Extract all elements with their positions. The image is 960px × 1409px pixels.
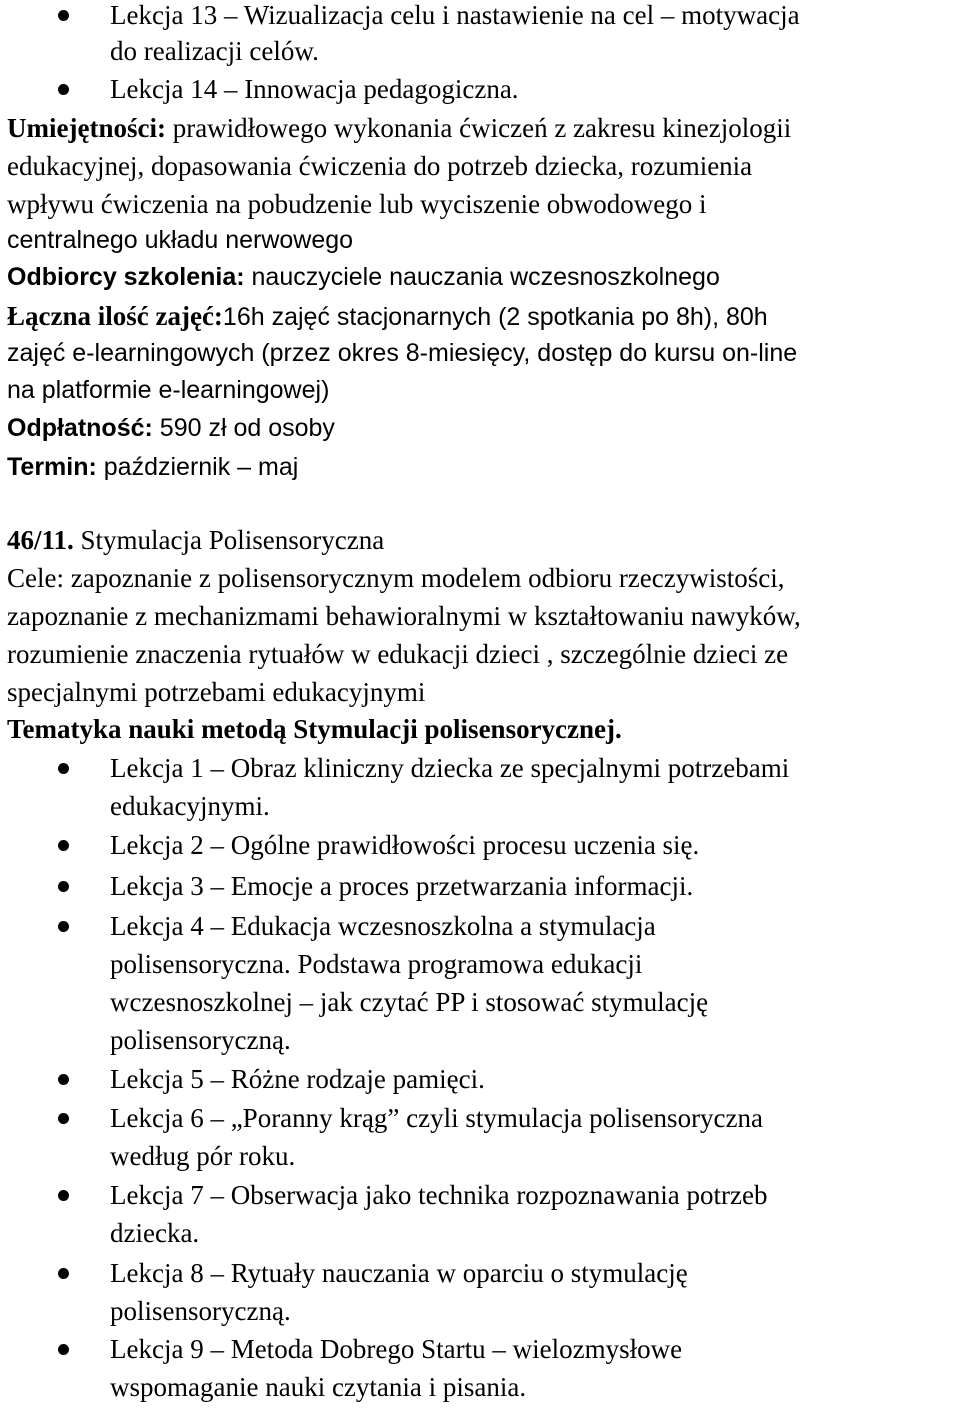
list-item-line: Lekcja 13 – Wizualizacja celu i nastawienie na cel – motywacja — [110, 0, 800, 30]
audience-label: Odbiorcy szkolenia: — [7, 263, 245, 291]
goals-label: Cele: — [7, 563, 64, 593]
course-heading — [7, 522, 384, 558]
lesson-line: Lekcja 5 – Różne rodzaje pamięci. — [110, 1064, 485, 1094]
lesson-line: wczesnoszkolnej – jak czytać PP i stosować stymulację — [110, 987, 709, 1017]
bullet-icon — [58, 1344, 69, 1355]
bullet-icon — [58, 1074, 69, 1085]
goals-text: specjalnymi potrzebami edukacyjnymi — [7, 677, 426, 707]
skills-label: Umiejętności: — [7, 113, 166, 143]
hours-text: na platformie e-learningowej) — [7, 376, 330, 404]
lesson-line: Lekcja 6 – „Poranny krąg” czyli stymulacja polisensoryczna — [110, 1103, 764, 1133]
bullet-icon — [58, 921, 69, 932]
topics-heading: Tematyka nauki metodą Stymulacji polisensorycznej. — [7, 714, 622, 744]
lesson-line: Lekcja 4 – Edukacja wczesnoszkolna a stymulacja — [110, 911, 656, 941]
hours-label: Łączna ilość zajęć: — [7, 301, 223, 331]
bullet-icon — [58, 1190, 69, 1201]
lesson-line: polisensoryczna. Podstawa programowa edukacji — [110, 949, 643, 979]
bullet-icon — [58, 84, 69, 95]
term-label: Termin: — [7, 453, 97, 481]
lesson-line: Lekcja 1 – Obraz kliniczny dziecka ze specjalnymi potrzebami — [110, 753, 790, 783]
bullet-icon — [58, 881, 69, 892]
hours-text: zajęć e-learningowych (przez okres 8-miesięcy, dostęp do kursu on-line — [7, 339, 798, 367]
list-item-line: Lekcja 14 – Innowacja pedagogiczna. — [110, 74, 519, 104]
skills-text: prawidłowego wykonania ćwiczeń z zakresu kinezjologii — [172, 113, 792, 143]
lesson-line: Lekcja 7 – Obserwacja jako technika rozpoznawania potrzeb — [110, 1180, 768, 1210]
skills-text: wpływu ćwiczenia na pobudzenie lub wyciszenie obwodowego i — [7, 189, 707, 219]
lesson-line: edukacyjnymi. — [110, 791, 270, 821]
lesson-line: polisensoryczną. — [110, 1296, 291, 1326]
bullet-icon — [58, 763, 69, 774]
course-number: 46/11. — [7, 525, 74, 555]
fee-text: 590 zł od osoby — [159, 414, 335, 442]
bullet-icon — [58, 1113, 69, 1124]
lesson-line: Lekcja 3 – Emocje a proces przetwarzania informacji. — [110, 871, 694, 901]
lesson-line: polisensoryczną. — [110, 1025, 291, 1055]
goals-text: zapoznanie z polisensorycznym modelem odbioru rzeczywistości, — [70, 563, 785, 593]
term-text: październik – maj — [103, 453, 299, 481]
skills-text: edukacyjnej, dopasowania ćwiczenia do potrzeb dziecka, rozumienia — [7, 151, 753, 181]
lesson-line: wspomaganie nauki czytania i pisania. — [110, 1372, 527, 1402]
goals-text: zapoznanie z mechanizmami behawioralnymi w kształtowaniu nawyków, — [7, 601, 801, 631]
goals-text: rozumienie znaczenia rytuałów w edukacji dzieci , szczególnie dzieci ze — [7, 639, 789, 669]
lesson-line: Lekcja 9 – Metoda Dobrego Startu – wielozmysłowe — [110, 1334, 683, 1364]
hours-line — [7, 298, 768, 335]
bullet-icon — [58, 1268, 69, 1279]
lesson-line: dziecka. — [110, 1218, 200, 1248]
lesson-line: Lekcja 2 – Ogólne prawidłowości procesu uczenia się. — [110, 830, 700, 860]
course-title: Stymulacja Polisensoryczna — [80, 525, 385, 555]
fee-label: Odpłatność: — [7, 414, 153, 442]
list-item-line: do realizacji celów. — [110, 36, 319, 66]
goals-line — [7, 560, 785, 596]
audience-line — [7, 259, 720, 295]
audience-text: nauczyciele nauczania wczesnoszkolnego — [251, 263, 720, 291]
fee-line — [7, 410, 335, 446]
term-line — [7, 449, 298, 485]
lesson-line: według pór roku. — [110, 1141, 296, 1171]
hours-text: 16h zajęć stacjonarnych (2 spotkania po 8h), 80h — [222, 303, 768, 331]
bullet-icon — [58, 840, 69, 851]
skills-line — [7, 110, 791, 146]
lesson-line: Lekcja 8 – Rytuały nauczania w oparciu o stymulację — [110, 1258, 688, 1288]
skills-text: centralnego układu nerwowego — [7, 226, 354, 254]
bullet-icon — [58, 10, 69, 21]
